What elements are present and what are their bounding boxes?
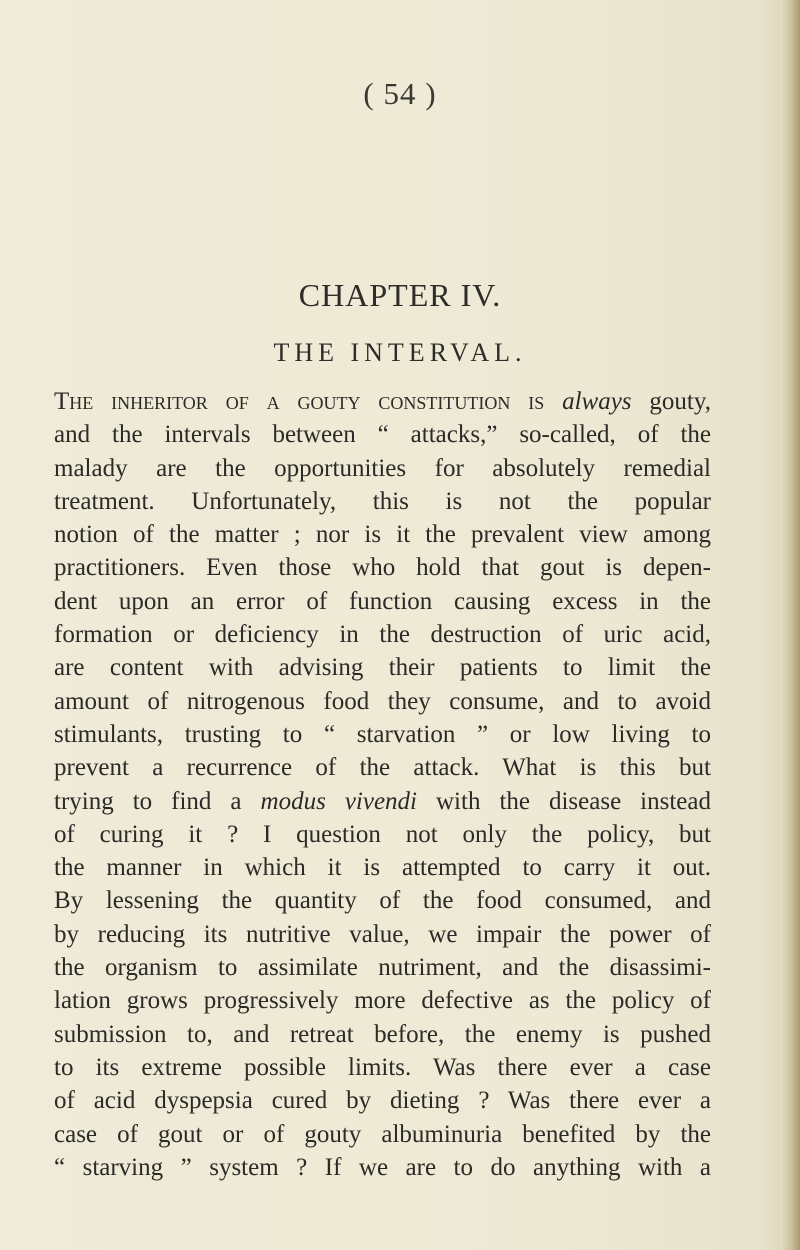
text-line <box>54 551 711 584</box>
text-segment: The inheritor of a gouty constitution is <box>54 388 563 415</box>
text-line <box>54 1084 711 1117</box>
text-segment: formation or deficiency in the destruction of uric acid, <box>54 621 711 649</box>
emphasis-text: modus vivendi <box>260 787 417 815</box>
text-segment: the manner in which it is attempted to carry it out. <box>54 854 711 882</box>
text-line <box>54 418 711 451</box>
text-line <box>54 618 711 651</box>
text-segment: by reducing its nutritive value, we impair the power of <box>54 920 711 948</box>
text-line <box>54 1118 711 1151</box>
text-line <box>54 951 711 984</box>
text-line <box>54 1151 711 1184</box>
text-segment: the organism to assimilate nutriment, and the disassimi- <box>54 954 711 982</box>
emphasis-text: always <box>562 388 632 415</box>
text-line <box>54 452 711 485</box>
text-segment: stimulants, trusting to “ starvation ” or low living to <box>54 720 711 748</box>
text-segment: practitioners. Even those who hold that gout is depen- <box>54 554 711 582</box>
text-segment: By lessening the quantity of the food consumed, and <box>54 887 711 915</box>
text-line <box>54 851 711 884</box>
text-segment: of acid dyspepsia cured by dieting ? Was there ever a <box>54 1087 711 1115</box>
text-segment: lation grows progressively more defective as the policy of <box>54 987 711 1015</box>
text-line <box>54 1051 711 1084</box>
page-number: ( 54 ) <box>363 76 437 111</box>
text-line <box>54 785 711 818</box>
text-line <box>54 385 711 418</box>
text-segment: prevent a recurrence of the attack. What is this but <box>54 754 711 782</box>
body-text <box>54 385 711 1184</box>
text-segment: of curing it ? I question not only the policy, but <box>54 820 711 848</box>
text-line <box>54 485 711 518</box>
text-line <box>54 751 711 784</box>
text-segment: “ starving ” system ? If we are to do anything with a <box>54 1153 711 1181</box>
page-edge-shadow <box>782 0 800 1250</box>
text-line <box>54 518 711 551</box>
chapter-title: CHAPTER IV. <box>298 277 502 313</box>
text-segment: gouty, <box>631 388 711 415</box>
text-segment: trying to find a <box>54 787 261 815</box>
text-line <box>54 918 711 951</box>
text-segment: notion of the matter ; nor is it the prevalent view among <box>54 521 711 549</box>
text-line <box>54 585 711 618</box>
text-segment: dent upon an error of function causing excess in the <box>54 587 711 615</box>
text-line <box>54 718 711 751</box>
text-line <box>54 685 711 718</box>
text-line <box>54 818 711 851</box>
text-line <box>54 651 711 684</box>
text-segment: malady are the opportunities for absolutely remedial <box>54 454 711 482</box>
text-segment: case of gout or of gouty albuminuria benefited by the <box>54 1120 711 1148</box>
section-title: THE INTERVAL. <box>273 338 527 367</box>
text-line <box>54 984 711 1017</box>
text-segment: and the intervals between “ attacks,” so-called, of the <box>54 421 711 449</box>
text-segment: are content with advising their patients to limit the <box>54 654 711 682</box>
text-segment: with the disease instead <box>417 787 711 815</box>
text-line <box>54 1018 711 1051</box>
text-segment: amount of nitrogenous food they consume, and to avoid <box>54 687 711 715</box>
text-line <box>54 884 711 917</box>
text-segment: treatment. Unfortunately, this is not the popular <box>54 487 711 515</box>
text-segment: submission to, and retreat before, the enemy is pushed <box>54 1020 711 1048</box>
text-segment: to its extreme possible limits. Was there ever a case <box>54 1053 711 1081</box>
